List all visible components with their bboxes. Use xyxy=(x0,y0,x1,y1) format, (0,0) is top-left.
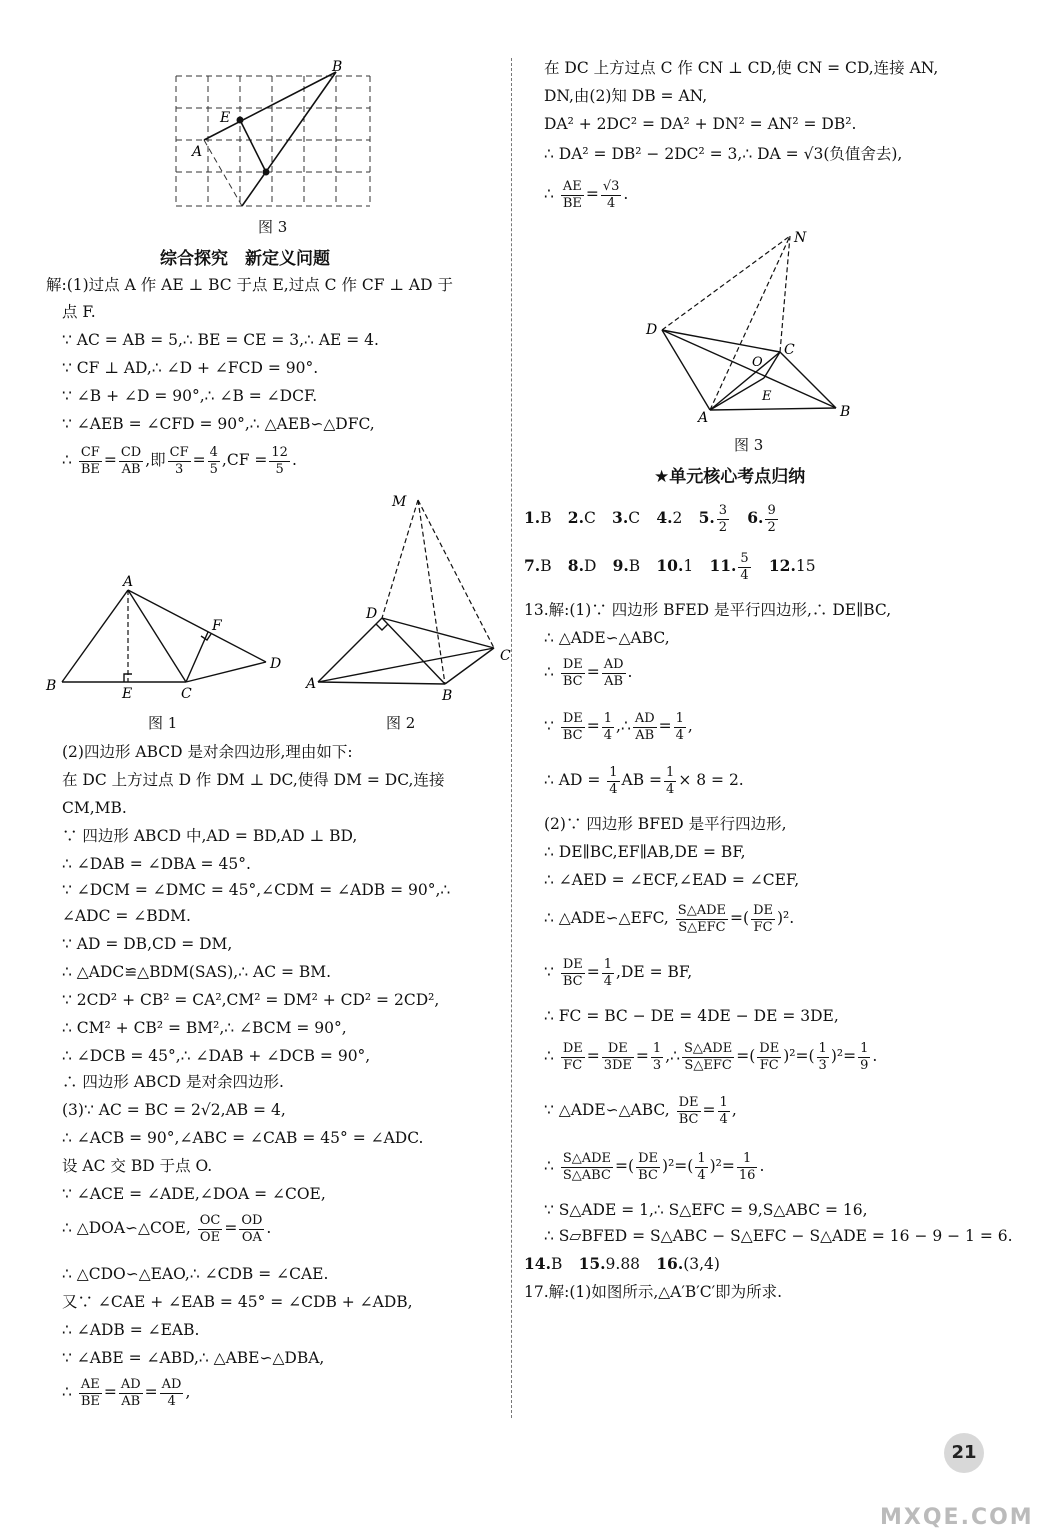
fraction-line: ∴ $\frac{DE}{BC}$ = $\frac{AD}{AB}$ . xyxy=(544,656,633,689)
solution-line: ∵ 四边形 ABCD 中,AD = BD,AD ⊥ BD, xyxy=(62,827,358,845)
q13-line: 13.解:(1)∵ 四边形 BFED 是平行四边形,∴ DE∥BC, xyxy=(524,601,892,619)
f3-label-o: O xyxy=(752,355,763,370)
fraction-line: ∴ $\frac{AE}{BE}$ = $\frac{AD}{AB}$ = $\frac{AD}{4}$ , xyxy=(62,1376,191,1409)
f3-label-a: A xyxy=(698,410,709,424)
figure-3-caption-right: 图 3 xyxy=(734,436,764,454)
solution-line: ∴ △ADC≌△BDM(SAS),∴ AC = BM. xyxy=(62,963,332,981)
solution-line: ∵ ∠ACE = ∠ADE,∠DOA = ∠COE, xyxy=(62,1185,326,1203)
answers-row-1: 1.B 2.C 3.C 4.2 5. $\frac{3}{2}$ 6. $\frac{9}{2}$ xyxy=(524,502,776,535)
grid-figure-3 xyxy=(170,60,380,210)
solution-line: 设 AC 交 BD 于点 O. xyxy=(62,1157,213,1175)
solution-line: (3)∵ AC = BC = 2√2,AB = 4, xyxy=(62,1101,286,1119)
f2-label-d: D xyxy=(366,606,378,622)
solution-line: ∵ 2CD² + CB² = CA²,CM² = DM² + CD² = 2CD², xyxy=(62,991,440,1009)
q13-line: ∴ S▱BFED = S△ABC − S△EFC − S△ADE = 16 − 9 − 1 = 6. xyxy=(544,1227,1013,1245)
f2-label-m: M xyxy=(392,494,407,510)
figure-1-caption: 图 1 xyxy=(148,714,178,732)
f1-label-b: B xyxy=(46,678,57,694)
f1-label-e: E xyxy=(122,686,133,702)
f2-label-b: B xyxy=(442,688,453,704)
section-title-explore: 综合探究 新定义问题 xyxy=(160,249,330,269)
f3-label-d: D xyxy=(646,322,658,338)
f3-label-c: C xyxy=(784,342,795,358)
solution-line: 解:(1)过点 A 作 AE ⊥ BC 于点 E,过点 C 作 CF ⊥ AD 于 xyxy=(46,276,453,294)
page-number: 21 xyxy=(944,1433,984,1473)
solution-line: ∵ ∠AEB = ∠CFD = 90°,∴ △AEB∽△DFC, xyxy=(62,415,375,433)
q13-line: ∵ S△ADE = 1,∴ S△EFC = 9,S△ABC = 16, xyxy=(544,1201,868,1219)
figure-2-caption: 图 2 xyxy=(386,714,416,732)
solution-line: ∴ ∠ACB = 90°,∠ABC = ∠CAB = 45° = ∠ADC. xyxy=(62,1129,424,1147)
q13-line: (2)∵ 四边形 BFED 是平行四边形, xyxy=(544,815,787,833)
fraction-line: ∴ △DOA∽△COE, $\frac{OC}{OE}$ = $\frac{OD}{OA}$ . xyxy=(62,1212,272,1245)
answers-row-3: 14.B 15.9.88 16.(3,4) xyxy=(524,1254,720,1273)
solution-line: ∵ ∠DCM = ∠DMC = 45°,∠CDM = ∠ADB = 90°,∴ xyxy=(62,881,451,899)
solution-line: 又∵ ∠CAE + ∠EAB = 45° = ∠CDB + ∠ADB, xyxy=(62,1293,413,1311)
figure-2 xyxy=(300,488,515,708)
solution-line: ∴ CM² + CB² = BM²,∴ ∠BCM = 90°, xyxy=(62,1019,347,1037)
q13-line: ∴ △ADE∽△ABC, xyxy=(544,629,670,647)
fraction-line: ∴ $\frac{\text{S△ADE}}{\text{S△ABC}}$ =( $\frac{DE}{BC}$ )²=( $\frac{1}{4}$ )²= $\frac{1}{16}$ . xyxy=(544,1150,765,1183)
fraction-line: ∴ △ADE∽△EFC, $\frac{\text{S△ADE}}{\text{S△EFC}}$ =( $\frac{DE}{FC}$ )². xyxy=(544,902,795,935)
left-column xyxy=(0,0,510,1536)
solution-line: DN,由(2)知 DB = AN, xyxy=(544,87,708,105)
solution-line: 点 F. xyxy=(62,303,96,321)
solution-line: ∵ ∠ABE = ∠ABD,∴ △ABE∽△DBA, xyxy=(62,1349,325,1367)
answers-row-2: 7.B 8.D 9.B 10.1 11. $\frac{5}{4}$ 12.15 xyxy=(524,550,816,583)
solution-line: DA² + 2DC² = DA² + DN² = AN² = DB². xyxy=(544,115,857,133)
solution-line: ∵ CF ⊥ AD,∴ ∠D + ∠FCD = 90°. xyxy=(62,359,319,377)
f2-label-c: C xyxy=(500,648,511,664)
q13-line: ∴ FC = BC − DE = 4DE − DE = 3DE, xyxy=(544,1007,839,1025)
f3-label-e: E xyxy=(762,389,772,404)
watermark-text: MXQE.COM xyxy=(880,1505,1034,1530)
solution-line: ∴ △CDO∽△EAO,∴ ∠CDB = ∠CAE. xyxy=(62,1265,329,1283)
solution-line: ∴ DA² = DB² − 2DC² = 3,∴ DA = √3(负值舍去), xyxy=(544,145,903,163)
solution-line: CM,MB. xyxy=(62,799,127,817)
right-column xyxy=(514,0,1058,1536)
q17-line: 17.解:(1)如图所示,△A′B′C′即为所求. xyxy=(524,1283,783,1301)
fraction-line: ∴ $\frac{CF}{BE}$ = $\frac{CD}{AB}$ ,即 $\frac{CF}{3}$ = $\frac{4}{5}$ ,CF = $\frac{12}{5}$ . xyxy=(62,444,297,477)
fraction-line: ∵ △ADE∽△ABC, $\frac{DE}{BC}$ = $\frac{1}{4}$ , xyxy=(544,1094,737,1127)
solution-line: ∵ AC = AB = 5,∴ BE = CE = 3,∴ AE = 4. xyxy=(62,331,379,349)
figure-1 xyxy=(40,572,290,702)
grid-label-a: A xyxy=(192,144,203,160)
fraction-line: ∴ $\frac{AE}{BE}$ = $\frac{√3}{4}$ . xyxy=(544,178,629,211)
q13-line: ∴ DE∥BC,EF∥AB,DE = BF, xyxy=(544,843,746,861)
solution-line: 在 DC 上方过点 C 作 CN ⊥ CD,使 CN = CD,连接 AN, xyxy=(544,59,939,77)
f1-label-d: D xyxy=(270,656,282,672)
fraction-line: ∵ $\frac{DE}{BC}$ = $\frac{1}{4}$ ,∴ $\frac{AD}{AB}$ = $\frac{1}{4}$ , xyxy=(544,710,693,743)
solution-line: (2)四边形 ABCD 是对余四边形,理由如下: xyxy=(62,743,353,761)
f1-label-c: C xyxy=(181,686,192,702)
fraction-line: ∵ $\frac{DE}{BC}$ = $\frac{1}{4}$ ,DE = BF, xyxy=(544,956,693,989)
solution-line: ∵ AD = DB,CD = DM, xyxy=(62,935,233,953)
f3-label-n: N xyxy=(794,230,807,246)
solution-line: ∴ ∠DAB = ∠DBA = 45°. xyxy=(62,855,251,873)
solution-line: ∠ADC = ∠BDM. xyxy=(62,907,191,925)
solution-line: ∴ ∠DCB = 45°,∴ ∠DAB + ∠DCB = 90°, xyxy=(62,1047,371,1065)
grid-label-e: E xyxy=(220,110,231,126)
figure-3-quadrilateral xyxy=(640,224,860,424)
fraction-line: ∴ $\frac{DE}{FC}$ = $\frac{DE}{3DE}$ = $\frac{1}{3}$ ,∴ $\frac{\text{S△ADE}}{\text{S△EFC}}$ =( $\frac{DE}{FC}$ )²=( $\frac{1}{3}$ )²= $\frac{1}{9}$ . xyxy=(544,1040,878,1073)
f1-label-a: A xyxy=(123,574,134,590)
f1-label-f: F xyxy=(212,618,222,634)
column-divider xyxy=(511,58,512,1418)
f2-label-a: A xyxy=(306,676,317,692)
solution-line: 在 DC 上方过点 D 作 DM ⊥ DC,使得 DM = DC,连接 xyxy=(62,771,445,789)
fraction-line: ∴ AD = $\frac{1}{4}$ AB = $\frac{1}{4}$ × 8 = 2. xyxy=(544,764,744,797)
solution-line: ∴ 四边形 ABCD 是对余四边形. xyxy=(62,1073,284,1091)
solution-line: ∵ ∠B + ∠D = 90°,∴ ∠B = ∠DCF. xyxy=(62,387,318,405)
section-title-summary: ★单元核心考点归纳 xyxy=(654,467,806,487)
f3-label-b: B xyxy=(840,404,851,420)
q13-line: ∴ ∠AED = ∠ECF,∠EAD = ∠CEF, xyxy=(544,871,800,889)
solution-line: ∴ ∠ADB = ∠EAB. xyxy=(62,1321,200,1339)
figure-3-caption-left: 图 3 xyxy=(258,218,288,236)
grid-label-b: B xyxy=(332,60,343,75)
